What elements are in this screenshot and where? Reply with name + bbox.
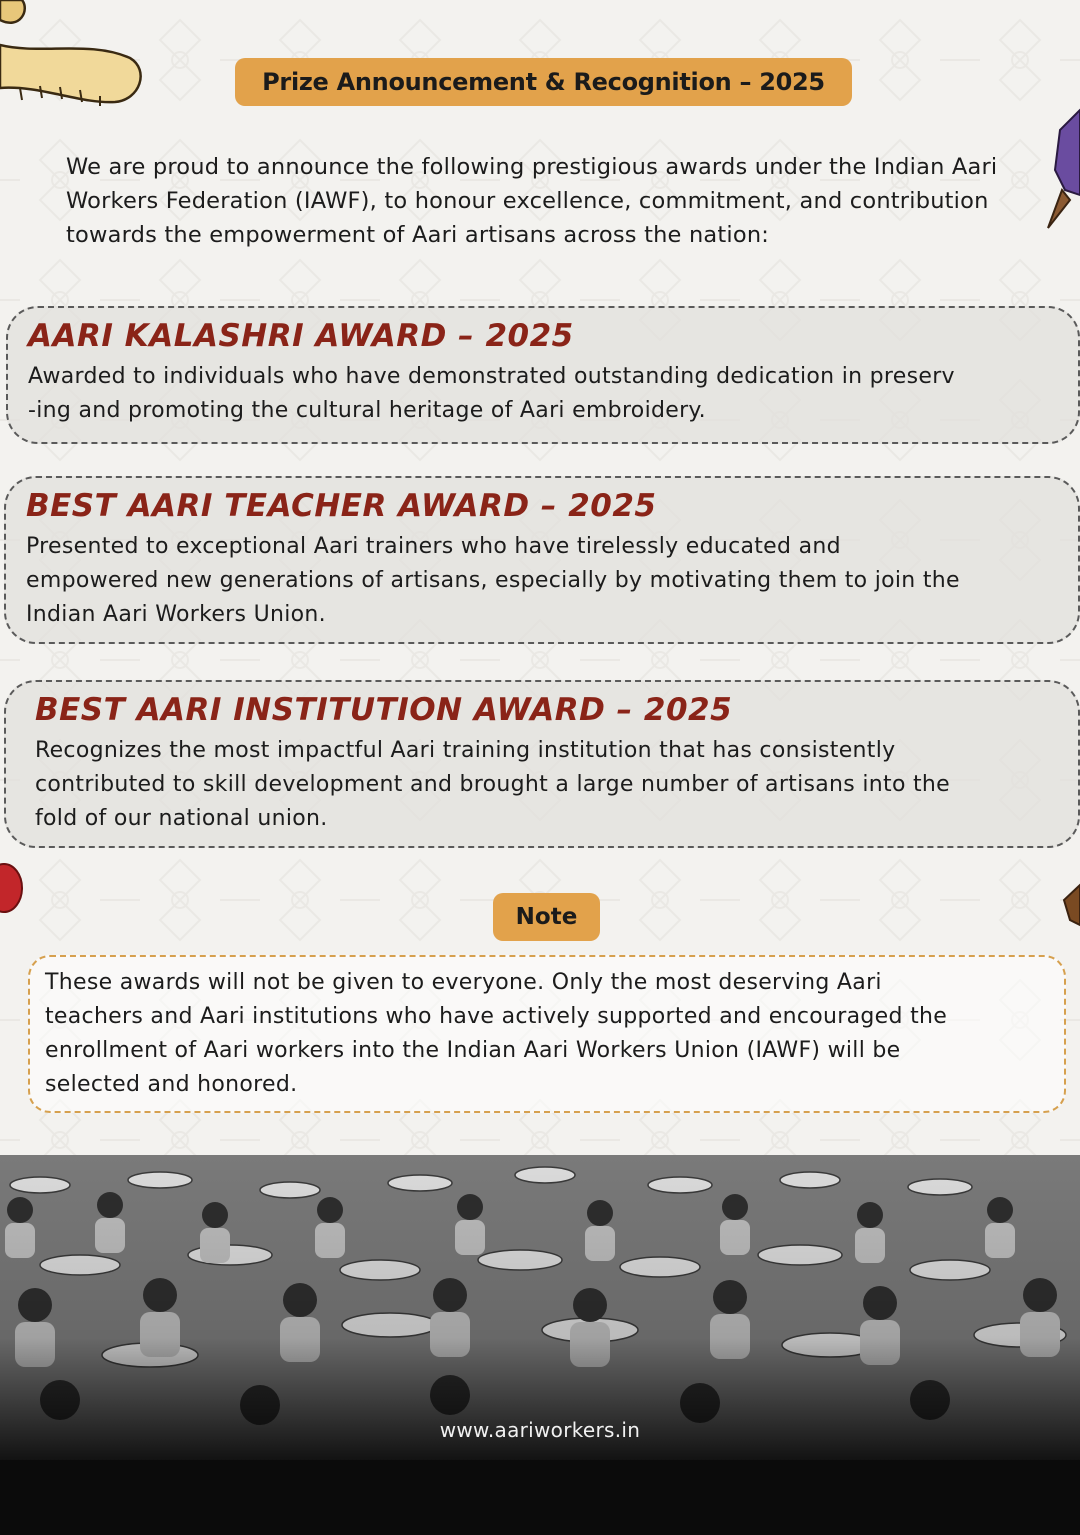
note-line: selected and honored. (45, 1072, 298, 1097)
note-line: These awards will not be given to everyone. Only the most deserving Aari (45, 970, 882, 995)
award-desc-line: fold of our national union. (35, 806, 328, 831)
award-desc-line: -ing and promoting the cultural heritage of Aari embroidery. (28, 398, 706, 423)
website-link[interactable]: www.aariworkers.in (439, 1418, 641, 1442)
award-desc-line: Recognizes the most impactful Aari training institution that has consistently (35, 738, 896, 763)
award-title-kalashri: AARI KALASHRI AWARD – 2025 (28, 318, 574, 354)
award-desc-line: Awarded to individuals who have demonstrated outstanding dedication in preserv (28, 364, 955, 389)
award-desc-line: Presented to exceptional Aari trainers who have tirelessly educated and (26, 534, 841, 559)
page-title: Prize Announcement & Recognition – 2025 (235, 58, 852, 106)
intro-paragraph: We are proud to announce the following prestigious awards under the Indian Aari Workers Federation (IAWF), to honour excellence, commitment, and contribution towards the empowerment of Aari artisans across the nation: (66, 154, 998, 248)
crowd-photo-illustration (0, 1155, 1080, 1460)
thread-spool-icon (1040, 100, 1080, 230)
workshop-crowd-photo (0, 1155, 1080, 1460)
brown-thread-icon (1060, 880, 1080, 930)
measuring-tape-icon (0, 0, 150, 120)
footer-band (0, 1460, 1080, 1535)
red-thread-ball-icon (0, 860, 24, 916)
award-desc-institution (35, 734, 1075, 836)
note-line: enrollment of Aari workers into the Indian Aari Workers Union (IAWF) will be (45, 1038, 901, 1063)
award-desc-line: Indian Aari Workers Union. (26, 602, 326, 627)
award-desc-teacher (26, 530, 1076, 632)
note-label: Note (493, 893, 600, 941)
award-desc-line: contributed to skill development and brought a large number of artisans into the (35, 772, 950, 797)
note-text (45, 966, 1060, 1102)
note-line: teachers and Aari institutions who have actively supported and encouraged the (45, 1004, 948, 1029)
award-title-teacher: BEST AARI TEACHER AWARD – 2025 (26, 488, 657, 524)
award-desc-line: empowered new generations of artisans, especially by motivating them to join the (26, 568, 960, 593)
award-desc-kalashri (28, 360, 1073, 428)
award-title-institution: BEST AARI INSTITUTION AWARD – 2025 (35, 692, 733, 728)
